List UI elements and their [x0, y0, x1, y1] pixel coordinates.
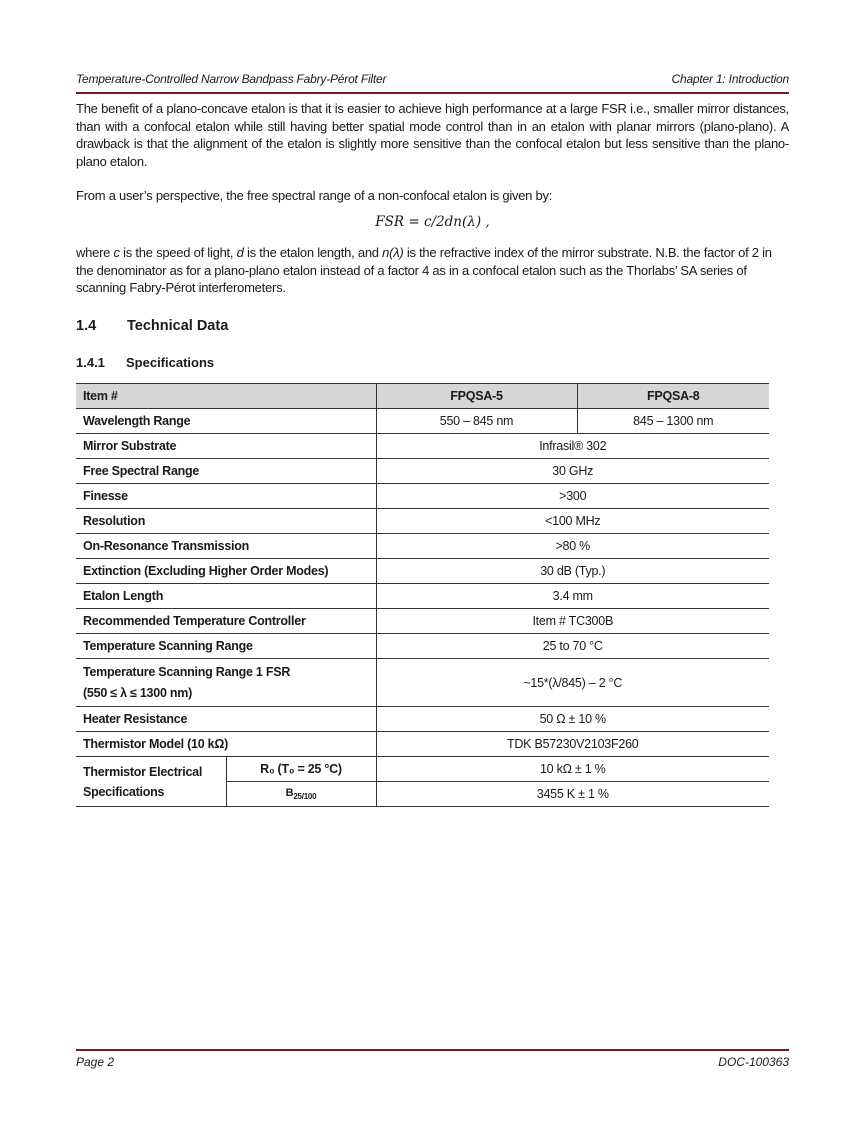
row-value: 50 Ω ± 10 % — [376, 707, 769, 732]
table-row — [76, 459, 769, 484]
specifications-table — [76, 383, 769, 807]
fsr-equation: FSR = c/2dn(λ) , — [375, 214, 490, 230]
table-row — [76, 634, 769, 659]
row-label: Thermistor Electrical Specifications — [76, 757, 226, 807]
table-row — [76, 559, 769, 584]
header-fpqsa-8: FPQSA-8 — [577, 384, 769, 409]
row-label: Temperature Scanning Range — [76, 634, 376, 659]
sub-label: R₀ (T₀ = 25 °C) — [226, 757, 376, 782]
header-item: Item # — [76, 384, 376, 409]
header-rule — [76, 92, 789, 94]
table-header-row — [76, 384, 769, 409]
row-label: Finesse — [76, 484, 376, 509]
paragraph-1: The benefit of a plano-concave etalon is that it is easier to achieve high performance at a large FSR i.e., smaller mirror distances, than with a confocal etalon while still having better spatial mode control than in an etalon with planar mirrors (plano-plano). A drawback is that the alignment of the etalon is slightly more sensitive than the confocal etalon but less sensitive than the plano-plano etalon. — [76, 101, 789, 169]
sub-label: $B_{25/100}$ — [226, 782, 376, 807]
footer-rule — [76, 1049, 789, 1051]
section-heading: 1.4 Technical Data — [76, 318, 229, 334]
table-row — [76, 707, 769, 732]
row-label: Heater Resistance — [76, 707, 376, 732]
paragraph-3: where c is the speed of light, d is the etalon length, and n(λ) is the refractive index of the mirror substrate. N.B. the factor of 2 in the denominator as for a plano-plano etalon instead of a factor 4 as in a confocal etalon such as the Thorlabs’ SA series of scanning Fabry-Pérot interferometers. — [76, 245, 772, 295]
running-header — [76, 72, 789, 86]
header-fpqsa-5: FPQSA-5 — [376, 384, 577, 409]
row-label: Thermistor Model (10 kΩ) — [76, 732, 376, 757]
chapter-title: Chapter 1: Introduction — [671, 72, 789, 86]
paragraph-2: From a user’s perspective, the free spectral range of a non-confocal etalon is given by: — [76, 188, 553, 203]
row-label: Extinction (Excluding Higher Order Modes) — [76, 559, 376, 584]
row-label: Resolution — [76, 509, 376, 534]
table-row — [76, 409, 769, 434]
row-label: Wavelength Range — [76, 409, 376, 434]
row-value: >300 — [376, 484, 769, 509]
row-value: 845 – 1300 nm — [577, 409, 769, 434]
page-number: Page 2 — [76, 1055, 115, 1069]
table-row — [76, 609, 769, 634]
row-value: 10 kΩ ± 1 % — [376, 757, 769, 782]
row-value: 3.4 mm — [376, 584, 769, 609]
row-value: ~15*(λ/845) – 2 °C — [376, 659, 769, 707]
table-row — [76, 509, 769, 534]
row-label: Free Spectral Range — [76, 459, 376, 484]
table-row — [76, 584, 769, 609]
row-label: On-Resonance Transmission — [76, 534, 376, 559]
document-title: Temperature-Controlled Narrow Bandpass Fabry-Pérot Filter — [76, 72, 387, 86]
row-value: Infrasil® 302 — [376, 434, 769, 459]
row-value: 3455 K ± 1 % — [376, 782, 769, 807]
table-row — [76, 757, 769, 782]
row-value: >80 % — [376, 534, 769, 559]
row-value: 30 GHz — [376, 459, 769, 484]
row-value: Item # TC300B — [376, 609, 769, 634]
row-label: Recommended Temperature Controller — [76, 609, 376, 634]
subsection-heading: 1.4.1 Specifications — [76, 355, 215, 370]
footer — [76, 1055, 789, 1069]
row-value: <100 MHz — [376, 509, 769, 534]
table-row — [76, 484, 769, 509]
table-row — [76, 732, 769, 757]
table-row — [76, 659, 769, 707]
row-value: 25 to 70 °C — [376, 634, 769, 659]
document-number: DOC-100363 — [718, 1055, 789, 1069]
row-value: TDK B57230V2103F260 — [376, 732, 769, 757]
table-row — [76, 434, 769, 459]
table-row — [76, 534, 769, 559]
row-value: 30 dB (Typ.) — [376, 559, 769, 584]
row-value: 550 – 845 nm — [376, 409, 577, 434]
row-label: Mirror Substrate — [76, 434, 376, 459]
row-label: Etalon Length — [76, 584, 376, 609]
row-label: Temperature Scanning Range 1 FSR (550 ≤ λ ≤ 1300 nm) — [76, 659, 376, 707]
